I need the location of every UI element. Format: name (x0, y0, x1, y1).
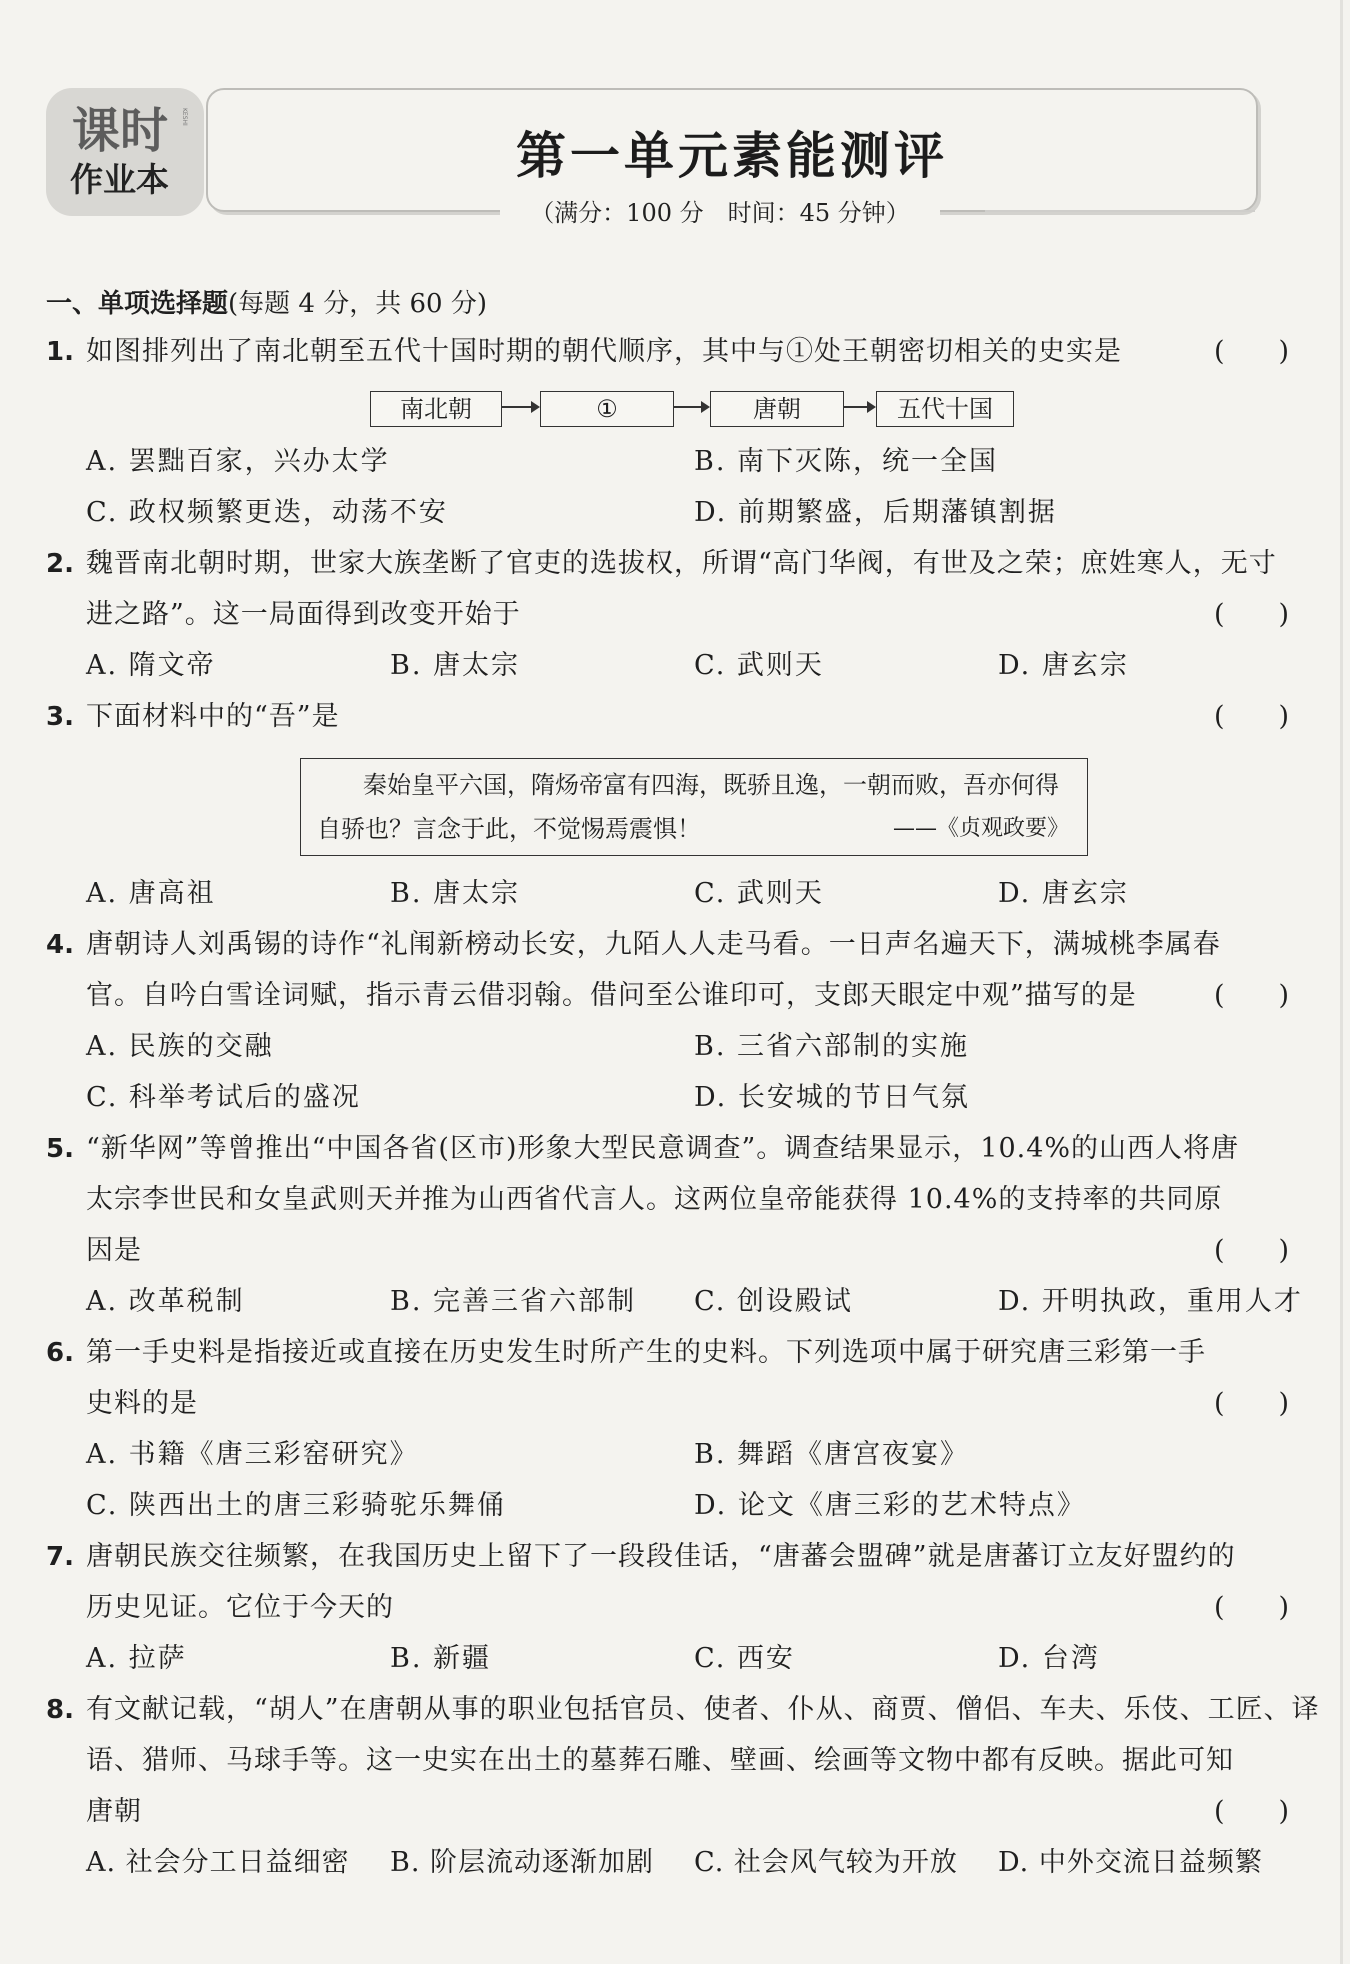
question-number: 6. (46, 1338, 74, 1368)
question-number: 5. (46, 1134, 74, 1164)
option[interactable]: C. 西安 (694, 1643, 795, 1674)
option[interactable]: D. 开明执政，重用人才 (998, 1286, 1303, 1317)
flow-box: 南北朝 (370, 391, 502, 427)
option[interactable]: C. 武则天 (694, 878, 824, 909)
brand-logo-top: 课时 (72, 103, 169, 159)
page-subtitle: （满分：100 分 时间：45 分钟） (500, 193, 940, 228)
quote-text: 自骄也？言念于此，不觉惕焉震惧！ (317, 815, 701, 843)
question-text: 魏晋南北朝时期，世家大族垄断了官吏的选拔权，所谓“高门华阀，有世及之荣；庶姓寒人，无寸 (86, 548, 1277, 579)
option[interactable]: A. 罢黜百家，兴办太学 (86, 446, 390, 477)
brand-logo-pinyin: KESHI (181, 108, 188, 126)
quote-source: ——《贞观政要》 (892, 816, 1069, 841)
quote-text: 秦始皇平六国，隋炀帝富有四海，既骄且逸，一朝而败，吾亦何得 (363, 771, 1059, 799)
option[interactable]: C. 武则天 (694, 650, 824, 681)
option[interactable]: B. 阶层流动逐渐加剧 (390, 1847, 655, 1878)
option[interactable]: A. 书籍《唐三彩窑研究》 (86, 1439, 419, 1470)
option[interactable]: C. 社会风气较为开放 (694, 1847, 958, 1878)
option[interactable]: A. 改革税制 (86, 1286, 245, 1317)
option[interactable]: B. 唐太宗 (390, 650, 521, 681)
section-note: (每题 4 分，共 60 分) (228, 289, 487, 319)
brand-logo (46, 88, 204, 216)
option[interactable]: B. 新疆 (390, 1643, 492, 1674)
question-text: 下面材料中的“吾”是 (86, 701, 340, 732)
question-text: 有文献记载，“胡人”在唐朝从事的职业包括官员、使者、仆从、商贾、僧侣、车夫、乐伎、工匠、译 (86, 1694, 1320, 1725)
question-text: 语、猎师、马球手等。这一史实在出土的墓葬石雕、壁画、绘画等文物中都有反映。据此可知 (86, 1745, 1234, 1776)
option[interactable]: C. 科举考试后的盛况 (86, 1082, 361, 1113)
option[interactable]: A. 拉萨 (86, 1643, 187, 1674)
question-text: 进之路”。这一局面得到改变开始于 (86, 599, 521, 630)
divider (985, 210, 1255, 212)
section-title (46, 286, 487, 322)
option[interactable]: B. 三省六部制的实施 (694, 1031, 970, 1062)
question-number: 7. (46, 1542, 74, 1572)
flow-box: ① (540, 391, 674, 427)
option[interactable]: D. 长安城的节日气氛 (694, 1082, 970, 1113)
option[interactable]: B. 唐太宗 (390, 878, 521, 909)
option[interactable]: B. 舞蹈《唐宫夜宴》 (694, 1439, 970, 1470)
answer-blank: ( ) (1214, 1592, 1290, 1623)
option[interactable]: A. 社会分工日益细密 (86, 1847, 350, 1878)
answer-blank: ( ) (1214, 980, 1290, 1011)
brand-logo-bottom: 作业本 (70, 160, 169, 199)
answer-blank: ( ) (1214, 1235, 1290, 1266)
question-number: 1. (46, 337, 74, 367)
question-text: 唐朝 (86, 1796, 142, 1827)
question-text: 太宗李世民和女皇武则天并推为山西省代言人。这两位皇帝能获得 10.4%的支持率的共同原 (86, 1184, 1223, 1215)
option[interactable]: D. 论文《唐三彩的艺术特点》 (694, 1490, 1086, 1521)
option[interactable]: C. 陕西出土的唐三彩骑驼乐舞俑 (86, 1490, 506, 1521)
answer-blank: ( ) (1214, 1388, 1290, 1419)
option[interactable]: A. 民族的交融 (86, 1031, 274, 1062)
question-text: 历史见证。它位于今天的 (86, 1592, 394, 1623)
question-number: 8. (46, 1695, 74, 1725)
page-edge (1340, 0, 1343, 1964)
page-title: 第一单元素能测评 (516, 126, 948, 185)
section-title-text: 一、单项选择题 (46, 289, 229, 319)
option[interactable]: D. 唐玄宗 (998, 650, 1129, 681)
answer-blank: ( ) (1214, 336, 1290, 367)
source-quote-box (300, 758, 1088, 856)
question-number: 4. (46, 930, 74, 960)
option[interactable]: B. 南下灭陈，统一全国 (694, 446, 999, 477)
question-text: “新华网”等曾推出“中国各省(区市)形象大型民意调查”。调查结果显示，10.4%的山西人将唐 (86, 1133, 1240, 1164)
answer-blank: ( ) (1214, 1796, 1290, 1827)
option[interactable]: D. 台湾 (998, 1643, 1100, 1674)
question-text: 史料的是 (86, 1388, 198, 1419)
option[interactable]: D. 唐玄宗 (998, 878, 1129, 909)
option[interactable]: C. 政权频繁更迭，动荡不安 (86, 497, 448, 528)
question-text: 唐朝诗人刘禹锡的诗作“礼闱新榜动长安，九陌人人走马看。一日声名遍天下，满城桃李属春 (86, 929, 1221, 960)
answer-blank: ( ) (1214, 599, 1290, 630)
question-text: 第一手史料是指接近或直接在历史发生时所产生的史料。下列选项中属于研究唐三彩第一手 (86, 1337, 1206, 1368)
question-number: 2. (46, 549, 74, 579)
option[interactable]: A. 唐高祖 (86, 878, 216, 909)
option[interactable]: B. 完善三省六部制 (390, 1286, 637, 1317)
option[interactable]: A. 隋文帝 (86, 650, 216, 681)
flow-arrow-icon (844, 406, 874, 408)
question-text: 如图排列出了南北朝至五代十国时期的朝代顺序，其中与①处王朝密切相关的史实是 (86, 336, 1122, 367)
option[interactable]: D. 中外交流日益频繁 (998, 1847, 1263, 1878)
option[interactable]: C. 创设殿试 (694, 1286, 853, 1317)
flow-box: 五代十国 (876, 391, 1014, 427)
question-text: 唐朝民族交往频繁，在我国历史上留下了一段段佳话，“唐蕃会盟碑”就是唐蕃订立友好盟约的 (86, 1541, 1236, 1572)
question-text: 因是 (86, 1235, 142, 1266)
flow-arrow-icon (502, 406, 538, 408)
question-number: 3. (46, 702, 74, 732)
answer-blank: ( ) (1214, 701, 1290, 732)
flow-arrow-icon (674, 406, 708, 408)
question-text: 官。自吟白雪诠词赋，指示青云借羽翰。借问至公谁印可，支郎天眼定中观”描写的是 (86, 980, 1137, 1011)
option[interactable]: D. 前期繁盛，后期藩镇割据 (694, 497, 1057, 528)
flow-box: 唐朝 (710, 391, 844, 427)
